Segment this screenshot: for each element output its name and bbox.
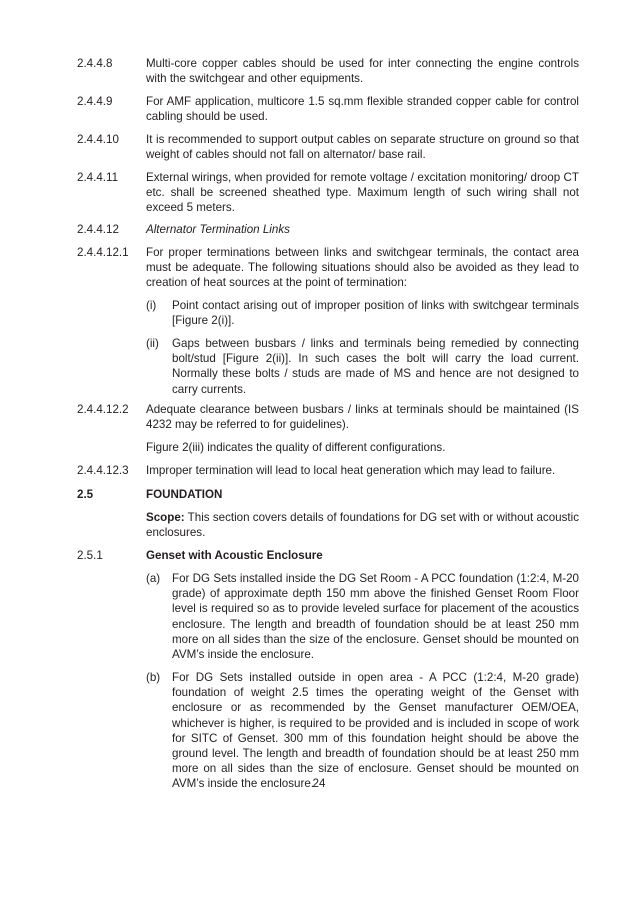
sub-item-text: For DG Sets installed outside in open area - A PCC (1:2:4, M-20 grade) foundation of weight 2.5 times the operating weight of the Genset with enclosure or as recommended by the Genset manufacturer OEM/OEA, whichever is higher, is required to be provided and is included in scope of work for SITC of Genset. 300 mm of this foundation height should be above the ground level. The length and breadth of foundation should be at least 250 mm more on all sides than the size of enclosure. Genset should be mounted on AVM’s inside the enclosure.: [172, 671, 579, 791]
sub-item-label: (ii): [146, 337, 159, 350]
clause-number: 2.5.1: [77, 549, 103, 562]
scope-body: This section covers details of foundations for DG set with or without acoustic enclosures.: [146, 511, 579, 540]
clause-number: 2.4.4.10: [77, 133, 119, 146]
page-number: 24: [312, 777, 326, 790]
clause-text: External wirings, when provided for remote voltage / excitation monitoring/ droop CT etc. shall be screened sheathed type. Maximum length of such wiring shall not exceed 5 meters.: [146, 171, 579, 215]
clause-heading: Alternator Termination Links: [146, 223, 290, 236]
clause-text: For proper terminations between links and switchgear terminals, the contact area must be adequate. The following situations should also be avoided as they lead to creation of heat sources at the point of termination:: [146, 246, 579, 290]
section-heading: FOUNDATION: [146, 488, 223, 501]
sub-item-label: (i): [146, 299, 157, 312]
section-number: 2.5: [77, 488, 94, 501]
clause-number: 2.4.4.12.2: [77, 403, 129, 416]
sub-item-text: Gaps between busbars / links and terminals being remedied by connecting bolt/stud [Figure 2(ii)]. In such cases the bolt will carry the load current. Normally these bolts / studs are made of MS and hence are not designed to carry currents.: [172, 337, 579, 396]
clause-text: Improper termination will lead to local heat generation which may lead to failure.: [146, 464, 556, 477]
clause-number: 2.4.4.12.3: [77, 464, 129, 477]
scope-text: [146, 510, 579, 540]
clause-number: 2.4.4.8: [77, 57, 113, 70]
clause-number: 2.4.4.9: [77, 95, 113, 108]
clause-text: For AMF application, multicore 1.5 sq.mm flexible stranded copper cable for control cabling should be used.: [146, 95, 579, 124]
clause-number: 2.4.4.11: [77, 171, 119, 184]
sub-item-label: (b): [146, 671, 161, 684]
clause-number: 2.4.4.12: [77, 223, 119, 236]
clause-number: 2.4.4.12.1: [77, 246, 129, 259]
clause-text: It is recommended to support output cables on separate structure on ground so that weight of cables should not fall on alternator/ base rail.: [146, 133, 579, 162]
scope-label: Scope:: [146, 511, 185, 524]
clause-heading: Genset with Acoustic Enclosure: [146, 549, 323, 562]
sub-item-text: For DG Sets installed inside the DG Set Room - A PCC foundation (1:2:4, M-20 grade) of approximate depth 150 mm above the finished Genset Room Floor level is required so as to provide leveled surface for placement of the acoustics enclosure. The length and breadth of foundation should be at least 250 mm more on all sides than the size of the enclosure. Genset should be mounted on AVM’s inside the enclosure.: [172, 572, 579, 662]
clause-text: Multi-core copper cables should be used for inter connecting the engine controls with the switchgear and other equipments.: [146, 57, 579, 86]
paragraph-text: Figure 2(iii) indicates the quality of different configurations.: [146, 441, 446, 454]
sub-item-text: Point contact arising out of improper position of links with switchgear terminals [Figure 2(i)].: [172, 299, 579, 328]
sub-item-label: (a): [146, 572, 161, 585]
clause-text: Adequate clearance between busbars / links at terminals should be maintained (IS 4232 may be referred to for guidelines).: [146, 403, 579, 432]
